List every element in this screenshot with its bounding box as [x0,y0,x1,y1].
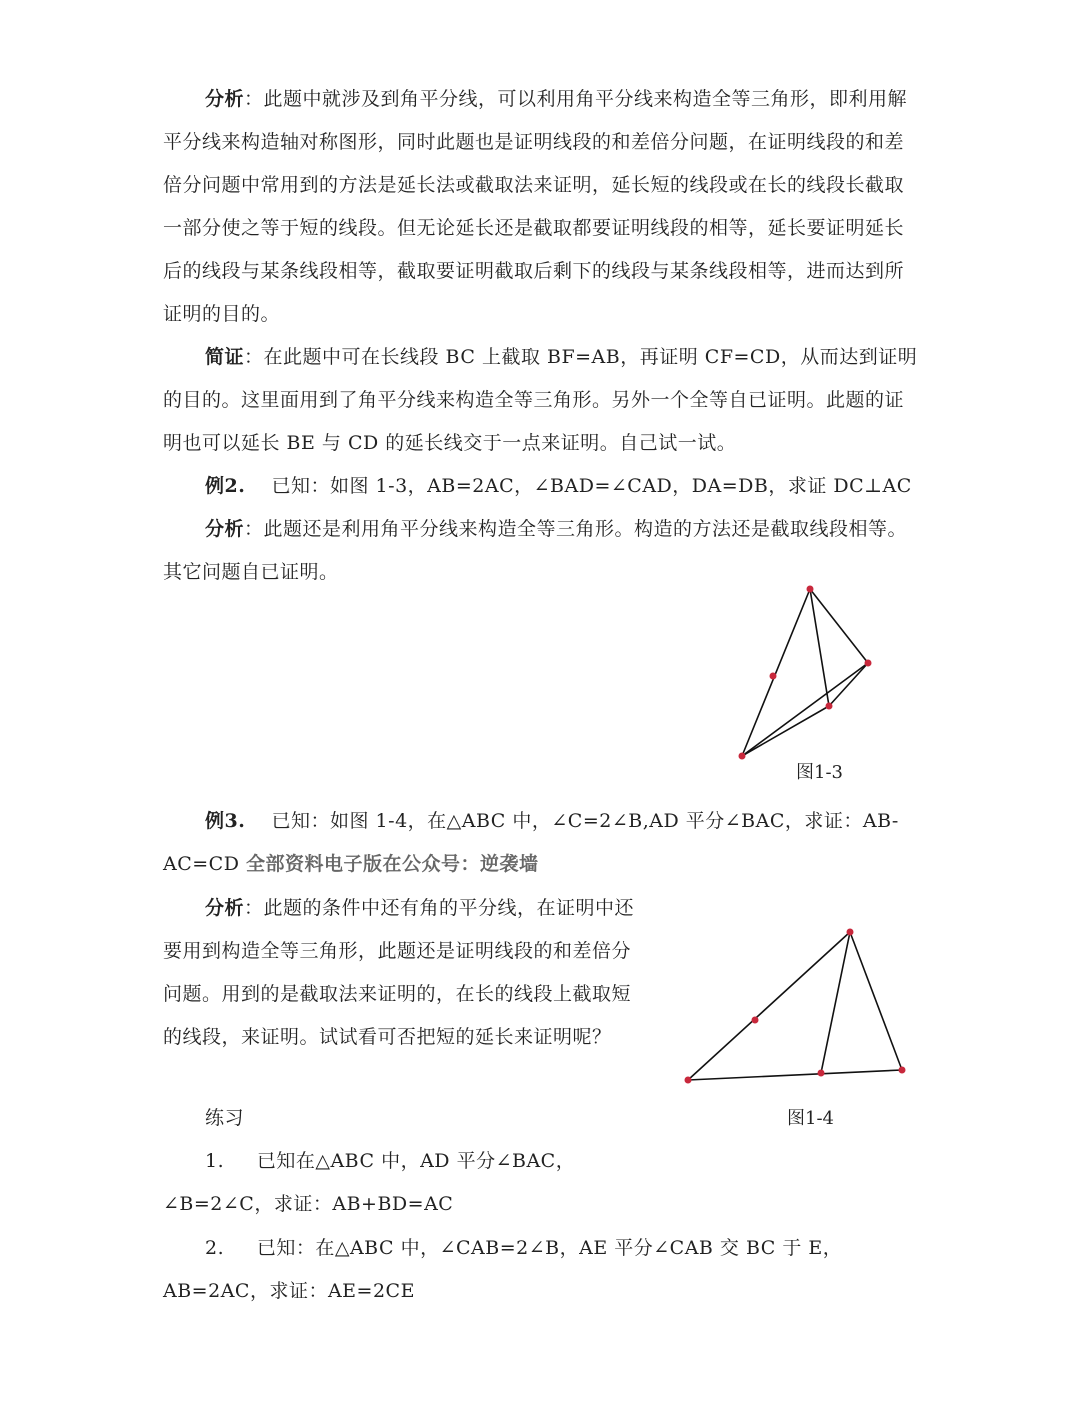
figure-1-4-caption: 图1-4 [787,1108,834,1129]
proof-text: ：在此题中可在长线段 BC 上截取 BF=AB，再证明 CF=CD，从而达到证明的目的。这里面用到了角平分线来构造全等三角形。另外一个全等自已证明。此题的证明也可以延长 BE 与 CD 的延长线交于一点来证明。自己试一试。 [163,346,918,454]
analysis-text: ：此题中就涉及到角平分线，可以利用角平分线来构造全等三角形，即利用解平分线来构造轴对称图形，同时此题也是证明线段的和差倍分问题，在证明线段的和差倍分问题中常用到的方法是延长法或截取法来证明，延长短的线段或在长的线段长截取一部分使之等于短的线段。但无论延长还是截取都要证明线段的相等，延长要证明延长后的线段与某条线段相等，截取要证明截取后剩下的线段与某条线段相等，进而达到所证明的目的。 [163,88,908,325]
example-3-label: 例3. [205,810,246,832]
example-3-text: 已知：如图 1-4，在△ABC 中，∠C=2∠B,AD 平分∠BAC，求证：AB-AC=CD [163,810,899,875]
figure-1-3-caption: 图1-3 [796,762,843,783]
analysis-label: 分析 [205,88,245,110]
practice-item-1-num: 1. [205,1150,225,1172]
practice-item-1-text: 已知在△ABC 中，AD 平分∠BAC，∠B=2∠C，求证：AB+BD=AC [163,1150,576,1215]
analysis-3-label: 分析 [205,897,245,919]
analysis-3-text: ：此题的条件中还有角的平分线，在证明中还要用到构造全等三角形，此题还是证明线段的和差倍分问题。用到的是截取法来证明的，在长的线段上截取短的线段，来证明。试试看可否把短的延长来证明呢？ [163,897,635,1048]
example-2-label: 例2. [205,475,246,497]
example-2-text: 已知：如图 1-3，AB=2AC，∠BAD=∠CAD，DA=DB，求证 DC⊥AC [271,475,912,497]
practice-item-1 [163,1140,638,1226]
practice-title: 练习 [205,1107,245,1129]
practice-item-2 [163,1227,923,1313]
practice-item-2-num: 2. [205,1237,225,1259]
analysis-2-text: ：此题还是利用角平分线来构造全等三角形。构造的方法还是截取线段相等。其它问题自已证明。 [163,518,908,583]
practice-item-2-text: 已知：在△ABC 中，∠CAB=2∠B，AE 平分∠CAB 交 BC 于 E，AB=2AC，求证：AE=2CE [163,1237,843,1302]
proof-label: 简证 [205,346,245,368]
watermark-text: 全部资料电子版在公众号：逆袭墙 [246,853,539,875]
analysis-2-label: 分析 [205,518,245,540]
